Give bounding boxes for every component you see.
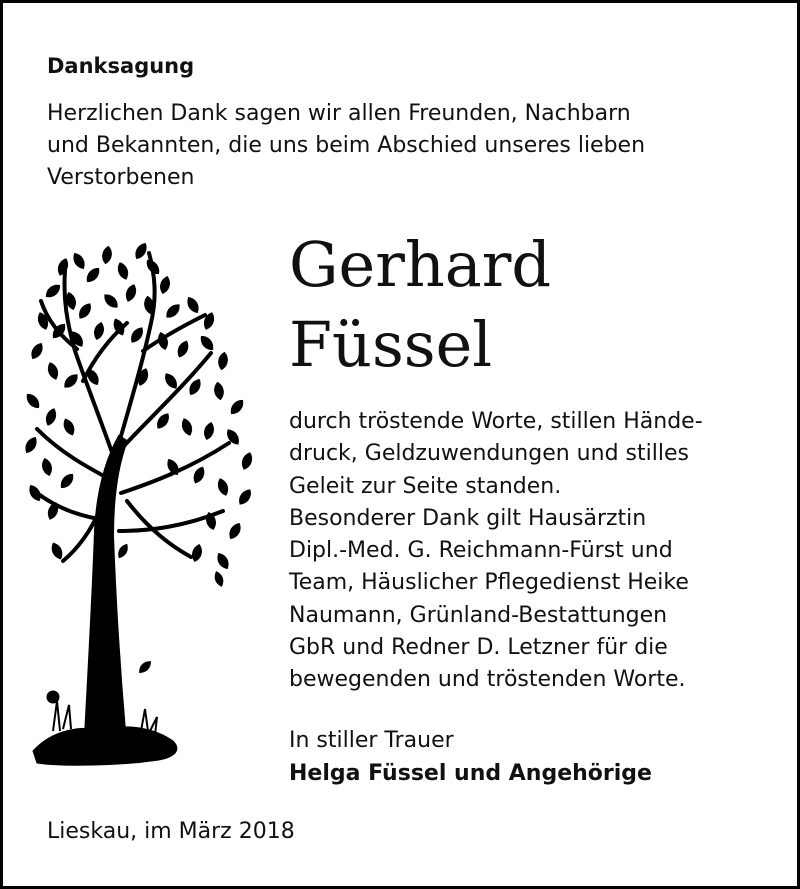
intro-line: Verstorbenen: [47, 165, 195, 190]
notice-heading: Danksagung: [47, 54, 195, 78]
place-and-date: Lieskau, im März 2018: [47, 819, 295, 844]
name-first: Gerhard: [289, 228, 552, 301]
thanks-line: durch tröstende Worte, stillen Hände-: [289, 409, 703, 434]
thanks-line: GbR und Redner D. Letzner für die: [289, 635, 668, 661]
deceased-name: [289, 225, 551, 385]
thanks-line: Geleit zur Seite standen.: [289, 473, 562, 499]
thanks-line: Dipl.-Med. G. Reichmann-Fürst und: [289, 538, 673, 564]
thanks-line: Team, Häuslicher Pflegedienst Heike: [289, 570, 689, 596]
tree-icon: [23, 231, 263, 781]
thanks-text: [289, 406, 779, 697]
name-last: Füssel: [289, 308, 493, 381]
intro-line: und Bekannten, die uns beim Abschied unseres lieben: [47, 133, 646, 158]
thanks-line: druck, Geldzuwendungen und stilles: [289, 441, 689, 467]
signature-intro: In stiller Trauer: [289, 728, 454, 753]
intro-line: Herzlichen Dank sagen wir allen Freunden, Nachbarn: [47, 101, 631, 126]
thanks-line: Besonderer Dank gilt Hausärztin: [289, 505, 647, 531]
thanks-line: bewegenden und tröstenden Worte.: [289, 667, 686, 693]
intro-text: [47, 98, 767, 194]
thanks-line: Naumann, Grünland-Bestattungen: [289, 602, 668, 628]
signature-names: Helga Füssel und Angehörige: [289, 761, 652, 786]
signature-block: [289, 724, 652, 790]
